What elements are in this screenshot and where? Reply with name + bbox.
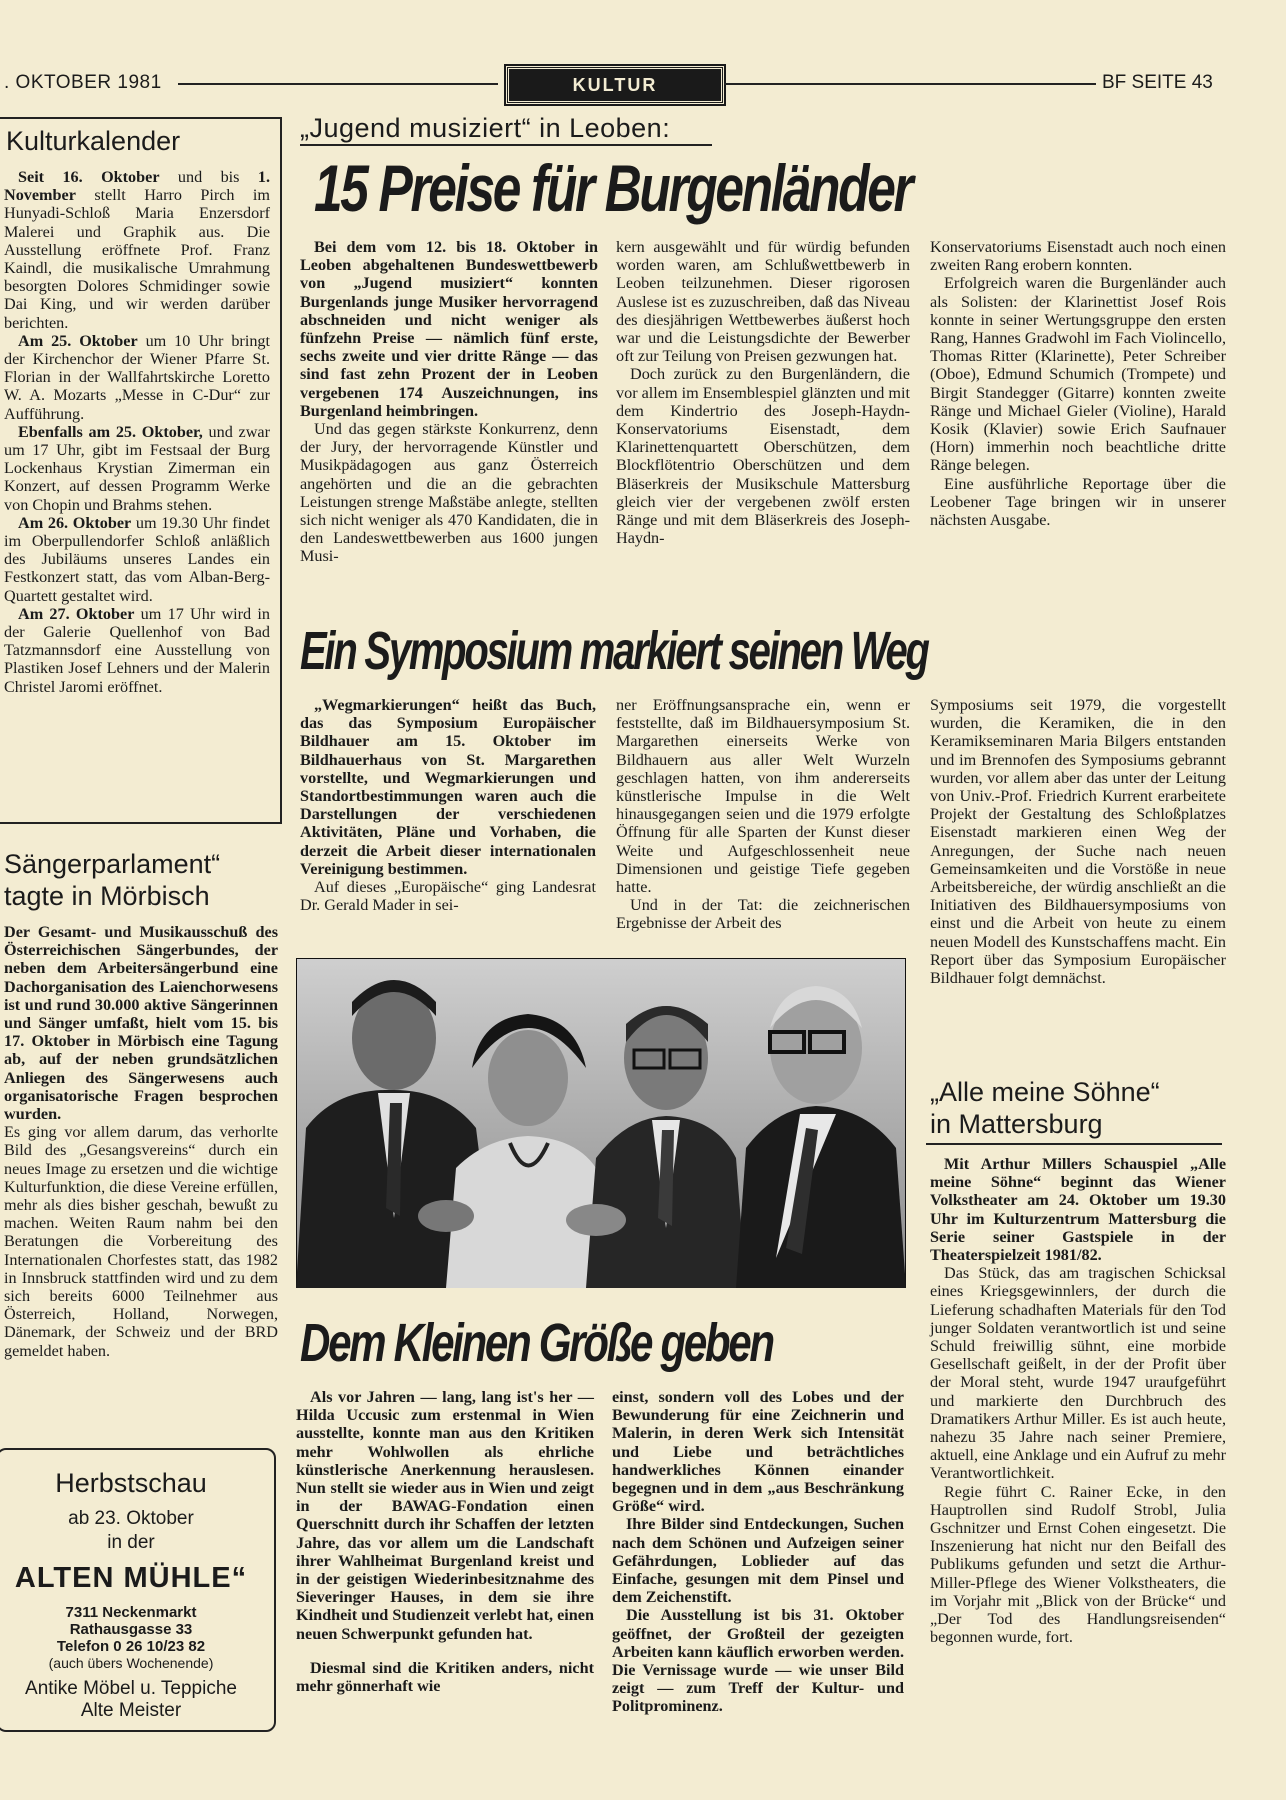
kal-date: Am 25. Oktober <box>18 331 138 350</box>
vernissage-photo <box>296 958 906 1288</box>
ad-line: in der <box>107 1532 155 1553</box>
kal-date: Ebenfalls am 25. Oktober, <box>18 422 203 441</box>
article2-col2-p1: ner Eröffnungsansprache ein, wenn er feststellte, daß im Bildhauersymposium St. Margarethen einerseits Werke von Bildhauern aus aller Welt Wurzeln geschlagen hatten, von ihm andererseits künstlerische Impulse in die Welt hinausgegangen seien und die 1979 erfolgte Öffnung für alle Sparten der Kunst dieser Weite und Aufgeschlossenheit neue Dimensionen und geistige Tiefe gegeben hatte. <box>616 696 910 897</box>
kulturkalender-title: Kulturkalender <box>6 126 181 156</box>
article4-headline <box>930 1076 1160 1140</box>
article2-col2-p2: Und in der Tat: die zeichnerischen Ergebnisse der Arbeit des <box>616 896 910 933</box>
article3-col2-p3: Die Ausstellung ist bis 31. Oktober geöffnet, der Großteil der gezeigten Arbeiten kann käuflich erworben werden. Die Vernissage wurde — wie unser Bild zeigt — zum Treff der Kultur- und Politprominenz. <box>612 1606 904 1716</box>
kal-date: Seit 16. Oktober <box>18 168 160 186</box>
kulturkalender-text <box>4 168 270 696</box>
article4-p2: Regie führt C. Rainer Ecke, in den Hauptrollen sind Rudolf Strobl, Julia Gschnitzer und Ernst Cohen eingesetzt. Die Inszenierung hat nicht nur den Beifall des Publikums gefunden und setzt die Arthur-Miller-Pflege des Wiener Volkstheaters, die im Vorjahr mit „Blick von der Brücke“ und „Der Tod des Handlungsreisenden“ begonnen wurde, fort. <box>930 1482 1226 1647</box>
article1-col3-p3: Eine ausführliche Reportage über die Leobener Tage bringen wir in unserer nächsten Ausgabe. <box>930 474 1226 530</box>
article2-col2 <box>616 696 910 933</box>
kal-date: 1. November <box>4 168 270 205</box>
article1-kicker: „Jugend musiziert“ in Leoben: <box>300 113 671 143</box>
article4-text <box>930 1155 1226 1646</box>
kal-text-body: stellt Harro Pirch im Hunyadi-Schloß Maria Enzersdorf Malerei und Graphik aus. Die Ausstellung eröffnete Prof. Franz Kaindl, die musikalische Umrahmung besorgten Dolores Schmidinger sowie Dai King, und wir werden darüber berichten. <box>4 186 270 332</box>
saenger-body: Es ging vor allem darum, das verhorlte Bild des „Gesangsvereins“ durch ein neues Image zu ersetzen und die wichtige Kulturfunktion, die diese Vereine erfüllen, mehr als dies bisher geschah, bewußt zu machen. Weiten Raum nahm bei den Beratungen die Vorbereitung des Internationalen Chorfestes statt, das 1982 in Innsbruck stattfinden wird und zu dem sich bereits 6000 Teilnehmer aus Österreich, Holland, Norwegen, Dänemark, der Schweiz und der BRD gemeldet haben. <box>4 1123 278 1360</box>
article1-col3 <box>930 238 1226 529</box>
article1-col2 <box>616 238 910 547</box>
ad-title: Herbstschau <box>55 1468 207 1498</box>
kal-text-body: um 17 Uhr wird in der Galerie Quellenhof von Bad Tatzmannsdorf eine Ausstellung von Plastiken Josef Lehners und der Malerin Christel Jaromi eröffnet. <box>4 604 271 696</box>
kal-text-connector: und bis <box>159 168 258 186</box>
article2-body: Auf dieses „Europäische“ ging Landesrat Dr. Gerald Mader in sei- <box>300 878 596 915</box>
article1-lead: Bei dem vom 12. bis 18. Oktober in Leoben abgehaltenen Bundeswettbewerb von „Jugend musiziert“ konnten Burgenlands junge Musiker hervorragend abschneiden und nicht weniger als fünfzehn Preise — nämlich fünf erste, sechs zweite und vier dritte Ränge — das sind fast zehn Prozent der in Leoben vergebenen 174 Auszeichnungen, ins Burgenland heimbringen. <box>300 238 598 420</box>
kicker-underline <box>300 144 712 146</box>
article2-col3-p1: Symposiums seit 1979, die vorgestellt wurden, die Keramiken, die in den Keramikseminaren Maria Bilgers entstanden und im Brennofen des Symposiums gebrannt wurden, vor allem aber das unter der Leitung von Univ.-Prof. Friedrich Kurrent erarbeitete Projekt der Gestaltung des Schloßplatzes Eisenstadt markieren einen Weg der Anregungen, der Suche nach neuen Gemeinsamkeiten und die Vorstöße in neue Arbeitsbereiche, der würdig anschließt an die Initiativen des Bildhauersymposiums von einst und die Arbeit von heute zu einem neuen Modell des Kunstschaffens macht. Ein Report über das Symposium Europäischer Bildhauer folgt demnächst. <box>930 696 1226 988</box>
saenger-article <box>4 923 278 1360</box>
article1-col2-p2: Doch zurück zu den Burgenländern, die vor allem im Ensemblespiel glänzten und mit dem Kindertrio des Joseph-Haydn-Konservatoriums Eisenstadt, dem Klarinettenquartett Oberschützen, dem Blockflötentrio Oberschützen und dem Bläserkreis der Musikschule Mattersburg gleich vier der vergebenen zwölf ersten Ränge und mit dem Bläserkreis des Joseph-Haydn- <box>616 365 911 548</box>
ad-note: (auch übers Wochenende) <box>48 1655 214 1671</box>
article1-col1 <box>300 238 598 566</box>
saenger-lead: Der Gesamt- und Musikausschuß des Österreichischen Sängerbundes, der neben dem Arbeitersängerbund eine Dachorganisation des Laienchorwesens ist und rund 30.000 aktive Sängerinnen und Sänger umfaßt, hielt vom 15. bis 17. Oktober in Mörbisch eine Tagung ab, auf der neben grundsätzlichen Anliegen des Sängerwesens auch organisatorische Fragen besprochen wurden. <box>4 923 278 1124</box>
article4-headline-line2: in Mattersburg <box>930 1109 1103 1139</box>
article2-col1 <box>300 696 596 914</box>
saenger-headline-line1: Sängerparlament“ <box>4 849 221 879</box>
ad-address-street: Rathausgasse 33 <box>69 1621 193 1638</box>
saenger-headline <box>4 848 220 912</box>
article2-col3 <box>930 696 1226 987</box>
header-rule-right <box>724 83 1096 85</box>
ad-address-town: 7311 Neckenmarkt <box>65 1604 197 1621</box>
article3-body: Diesmal sind die Kritiken anders, nicht mehr gönnerhaft wie <box>296 1658 594 1696</box>
kal-text-body: um 19.30 Uhr findet im Oberpullendorfer Schloß anläßlich des Jubiläums unseres Landes ein Festkonzert statt, das vom Alban-Berg-Quartett gestaltet wird. <box>4 513 271 605</box>
article3-headline: Dem Kleinen Größe geben <box>300 1313 773 1373</box>
kal-date: Am 26. Oktober <box>18 513 132 532</box>
ad-date: ab 23. Oktober <box>68 1508 194 1529</box>
section-label: KULTUR <box>506 66 724 104</box>
article4-headline-line1: „Alle meine Söhne“ <box>930 1077 1160 1107</box>
article1-headline: 15 Preise für Burgenländer <box>314 151 912 225</box>
kal-text-body: und zwar um 17 Uhr, gibt im Festsaal der Burg Lockenhaus Krystian Zimerman ein Konzert, auf dessen Programm Werke von Chopin und Brahms stehen. <box>4 422 270 514</box>
article4-p1: Das Stück, das am tragischen Schicksal eines Kriegsgewinnlers, der durch die Lieferung schadhaften Materials für den Tod junger Soldaten verantwortlich ist und seine Schuld freiwillig sühnt, eine morbide Gesellschaft geißelt, in der der Profit über der Moral steht, wurde 1947 uraufgeführt und markierte den Durchbruch des Dramatikers Arthur Miller. Es ist auch heute, nahezu 35 Jahre nach seiner Premiere, aktuell, eine Anklage und ein Aufruf zu mehr Verantwortlichkeit. <box>930 1264 1226 1483</box>
ad-footer-line1: Antike Möbel u. Teppiche <box>25 1678 237 1699</box>
kal-date: Am 27. Oktober <box>18 604 135 623</box>
article4-rule <box>926 1143 1222 1145</box>
article1-col3-p1: Konservatoriums Eisenstadt auch noch einen zweiten Rang erobern konnten. <box>930 238 1226 275</box>
article1-col3-p2: Erfolgreich waren die Burgenländer auch als Solisten: der Klarinettist Josef Rois konnte in seiner Wertungsgruppe den ersten Rang, Hannes Gradwohl im Fach Violincello, Thomas Ritter (Klarinette), Peter Schreiber (Oboe), Edmund Schumich (Trompete) und Birgit Standegger (Gitarre) konnten zweite Ränge und Michael Gieler (Violine), Harald Kosik (Klavier) sowie Erich Saufnauer (Horn) immerhin noch beachtliche dritte Ränge belegen. <box>930 274 1226 475</box>
ad-footer-line2: Alte Meister <box>80 1700 182 1721</box>
page-number: BF SEITE 43 <box>1102 72 1213 93</box>
ad-phone: Telefon 0 26 10/23 82 <box>56 1638 206 1655</box>
article3-lead: Als vor Jahren — lang, lang ist's her — Hilda Uccusic zum erstenmal in Wien ausstellte, konnte man aus den Kritiken mehr Wohlwollen als ehrliche künstlerische Anerkennung herauslesen. Nun stellt sie wieder aus in Wien und zeigt in der BAWAG-Fondation einen Querschnitt durch ihr Schaffen der letzten Jahre, das vor allem um die Landschaft ihrer Wahlheimat Burgenland kreist und in der geistigen Wiederinbesitznahme des Sieveringer Hauses, in dem sie ihre Kindheit und Studienzeit verlebt hat, einen neuen Schwerpunkt gefunden hat. <box>296 1388 594 1643</box>
ad-venue: ALTEN MÜHLE“ <box>14 1562 248 1594</box>
article1-col2-p1: kern ausgewählt und für würdig befunden worden waren, am Schlußwettbewerb in Leoben teilzunehmen. Dieser rigorosen Auslese ist es zuzuschreiben, daß das Niveau des diesjährigen Wettbewerbes äußerst hoch war und die Leistungsdichte der Bewerber oft zur Teilung von Preisen gezwungen hat. <box>616 238 910 366</box>
article3-col2-p2: Ihre Bilder sind Entdeckungen, Suchen nach dem Schönen und Aufzeigen seiner Gefährdungen, Loblieder auf das Einfache, gesungen mit dem Pinsel und dem Zeichenstift. <box>612 1515 904 1607</box>
article1-body: Und das gegen stärkste Konkurrenz, denn der Jury, der hervorragende Künstler und Musikpädagogen aus ganz Österreich angehörten und die an die gebrachten Leistungen strenge Maßstäbe anlegte, stellten sich nicht weniger als 470 Kandidaten, die in den Landeswettbewerben aus 1600 jungen Musi- <box>300 420 598 566</box>
article2-headline: Ein Symposium markiert seinen Weg <box>300 621 928 681</box>
article3-col2 <box>612 1388 904 1716</box>
article2-lead: „Wegmarkierungen“ heißt das Buch, das das Symposium Europäischer Bildhauer am 15. Oktober im Bildhauerhaus von St. Margarethen vorstellte, und Wegmarkierungen und Standortbestimmungen waren auch die Darstellungen der verschiedenen Aktivitäten, Pläne und Vorhaben, die derzeit die Arbeit dieser internationalen Vereinigung bestimmen. <box>300 696 596 878</box>
kal-text-body: um 10 Uhr bringt der Kirchenchor der Wiener Pfarre St. Florian in der Wallfahrtskirche Loretto W. A. Mozarts „Messe in C-Dur“ zur Aufführung. <box>4 331 270 423</box>
header-rule-left <box>178 83 498 85</box>
saenger-headline-line2: tagte in Mörbisch <box>4 881 210 911</box>
article3-col1 <box>296 1388 594 1695</box>
article3-col2-p1: einst, sondern voll des Lobes und der Bewunderung für eine Zeichnerin und Malerin, in deren Werk sich Intensität und Liebe und beträchtliches handwerkliches Können einander begegnen und in dem „aus Beschränkung Größe“ wird. <box>612 1388 904 1516</box>
article4-lead: Mit Arthur Millers Schauspiel „Alle meine Söhne“ beginnt das Wiener Volkstheater am 24. Oktober um 19.30 Uhr im Kulturzentrum Mattersburg die Serie seiner Gastspiele in der Theaterspielzeit 1981/82. <box>930 1155 1226 1265</box>
issue-date: . OKTOBER 1981 <box>4 72 162 93</box>
